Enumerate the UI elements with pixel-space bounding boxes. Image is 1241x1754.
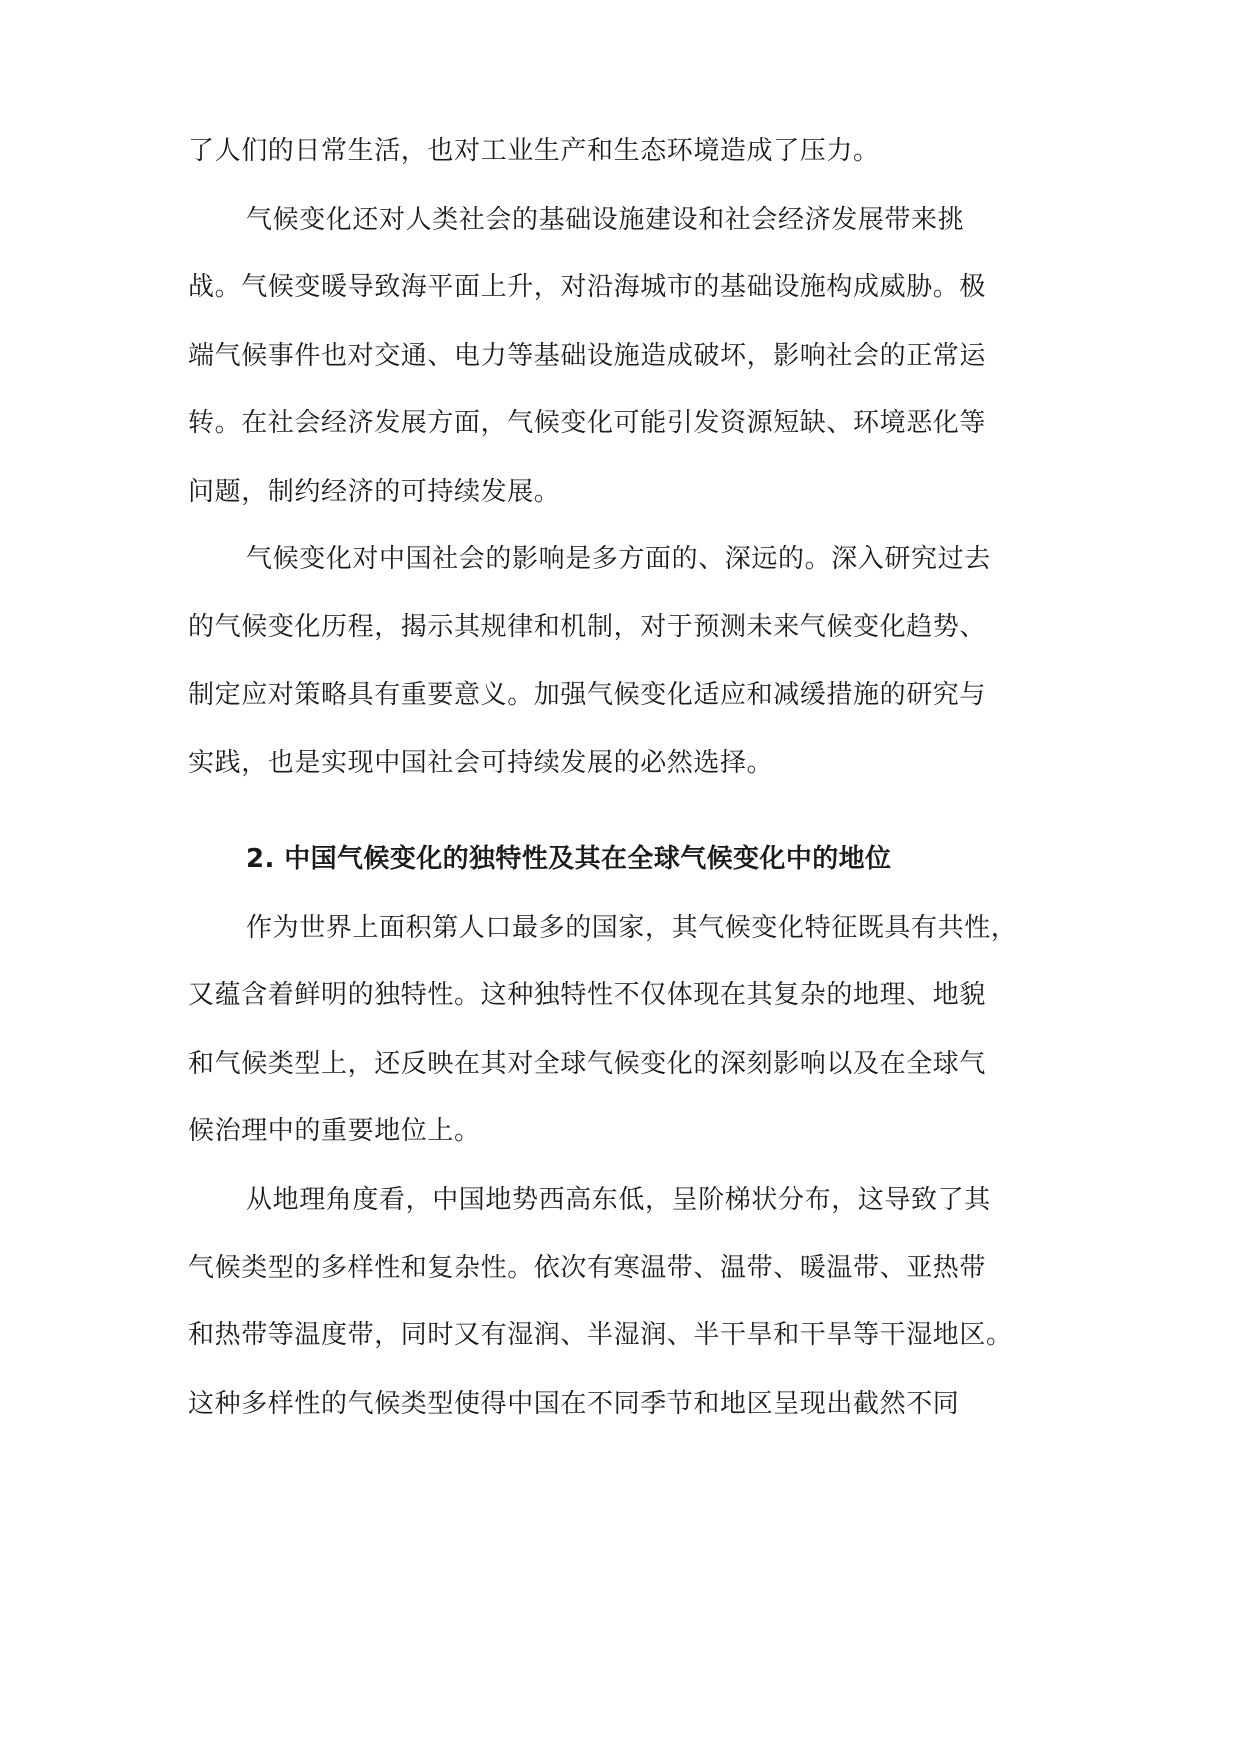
paragraph-line: 又蕴含着鲜明的独特性。这种独特性不仅体现在其复杂的地理、地貌 [188, 980, 987, 1010]
paragraph-line: 转。在社会经济发展方面，气候变化可能引发资源短缺、环境恶化等 [188, 408, 987, 438]
paragraph-line: 和气候类型上，还反映在其对全球气候变化的深刻影响以及在全球气 [188, 1049, 987, 1079]
paragraph-line: 气候变化还对人类社会的基础设施建设和社会经济发展带来挑 [246, 205, 965, 235]
paragraph-line: 了人们的日常生活，也对工业生产和生态环境造成了压力。 [188, 136, 880, 166]
paragraph-line: 候治理中的重要地位上。 [188, 1116, 481, 1146]
paragraph-line: 问题，制约经济的可持续发展。 [188, 477, 561, 507]
paragraph-line: 作为世界上面积第人口最多的国家，其气候变化特征既具有共性， [246, 913, 1018, 943]
paragraph-line: 实践，也是实现中国社会可持续发展的必然选择。 [188, 748, 774, 778]
paragraph-line: 和热带等温度带，同时又有湿润、半湿润、半干旱和干旱等干湿地区。 [188, 1320, 1013, 1350]
paragraph-line: 这种多样性的气候类型使得中国在不同季节和地区呈现出截然不同 [188, 1389, 960, 1419]
paragraph-line: 战。气候变暖导致海平面上升，对沿海城市的基础设施构成威胁。极 [188, 272, 987, 302]
paragraph-line: 气候类型的多样性和复杂性。依次有寒温带、温带、暖温带、亚热带 [188, 1253, 987, 1283]
paragraph-line: 从地理角度看，中国地势西高东低，呈阶梯状分布，这导致了其 [246, 1185, 991, 1215]
section-heading: 2. 中国气候变化的独特性及其在全球气候变化中的地位 [246, 844, 892, 874]
paragraph-line: 气候变化对中国社会的影响是多方面的、深远的。深入研究过去 [246, 544, 991, 574]
paragraph-line: 端气候事件也对交通、电力等基础设施造成破坏，影响社会的正常运 [188, 341, 987, 371]
paragraph-line: 制定应对策略具有重要意义。加强气候变化适应和减缓措施的研究与 [188, 680, 987, 710]
paragraph-line: 的气候变化历程，揭示其规律和机制，对于预测未来气候变化趋势、 [188, 612, 987, 642]
